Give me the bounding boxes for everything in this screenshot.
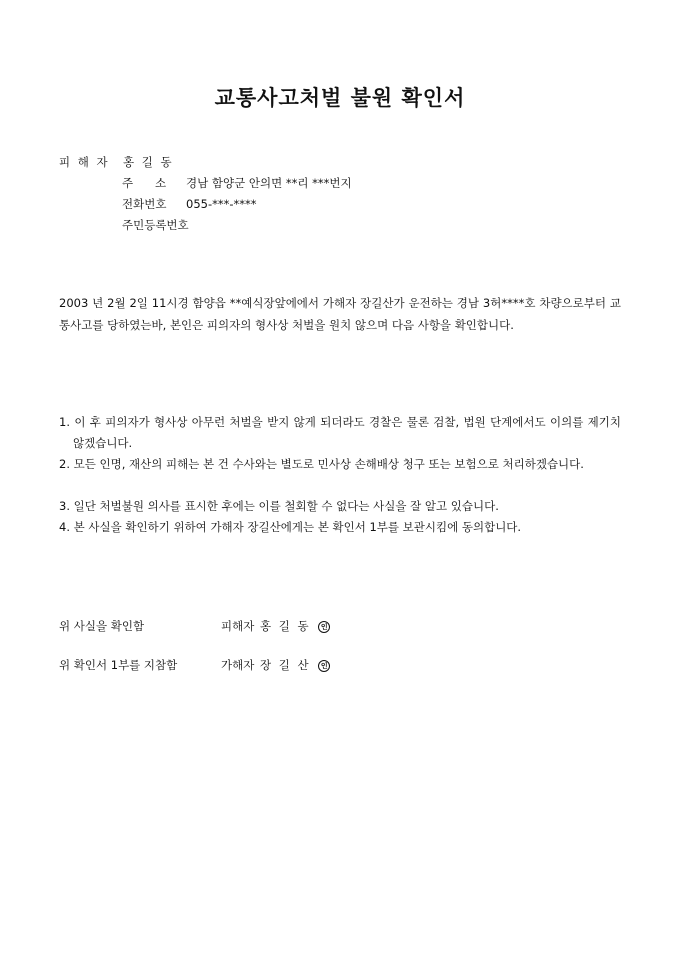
address-value: 경남 함양군 안의면 **리 ***번지: [186, 176, 352, 190]
signature-role: 가해자: [221, 658, 255, 672]
victim-name: 홍 길 동: [123, 155, 174, 169]
statement-paragraph: 2003 년 2월 2일 11시경 함양읍 **예식장앞에에서 가해자 장길산가 운전하는 경남 3허****호 차량으로부터 교통사고를 당하였는바, 본인은 피의자의 형사상 처벌을 원치 않으며 다음 사항을 확인합니다.: [59, 296, 621, 332]
signature-name: 홍 길 동: [259, 619, 311, 633]
signature-block: [221, 657, 330, 673]
victim-label: 피 해 자: [59, 155, 110, 169]
signature-role: 피해자: [221, 619, 255, 633]
signature-line-text: 위 확인서 1부를 지참함: [59, 658, 178, 672]
signature-name: 장 길 산: [259, 658, 311, 672]
list-item: 2. 모든 인명, 재산의 피해는 본 건 수사와는 별도로 민사상 손해배상 청구 또는 보험으로 처리하겠습니다.: [59, 457, 584, 471]
list-item: 1. 이 후 피의자가 형사상 아무런 처벌을 받지 않게 되더라도 경찰은 물론 검찰, 법원 단계에서도 이의를 제기치 않겠습니다.: [59, 415, 621, 450]
signature-block: [221, 618, 330, 634]
phone-label: 전화번호: [122, 197, 167, 211]
id-number-label: 주민등록번호: [122, 218, 189, 232]
seal-icon: 인: [318, 660, 330, 672]
phone-value: 055-***-****: [186, 197, 257, 211]
list-item: 3. 일단 처벌불원 의사를 표시한 후에는 이를 철회할 수 없다는 사실을 잘 알고 있습니다.: [59, 499, 499, 513]
seal-icon: 인: [318, 621, 330, 633]
signature-line-text: 위 사실을 확인함: [59, 619, 145, 633]
list-item: 4. 본 사실을 확인하기 위하여 가해자 장길산에게는 본 확인서 1부를 보관시킴에 동의합니다.: [59, 520, 522, 534]
address-label: 주 소: [122, 176, 167, 190]
document-title: 교통사고처벌 불원 확인서: [214, 85, 466, 110]
